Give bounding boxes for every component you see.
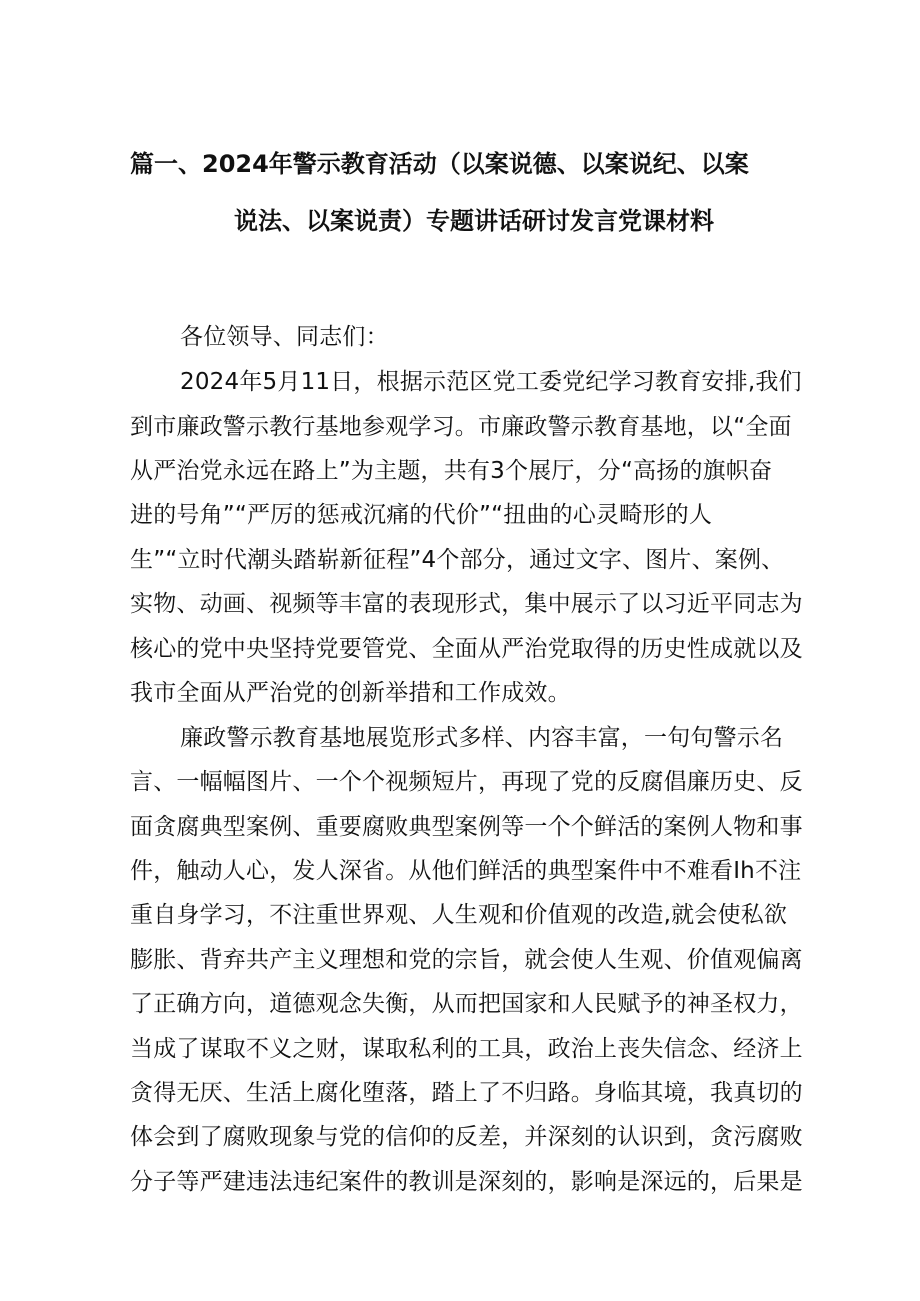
paragraph-1-line: 2024年5月11日，根据示范区党工委党纪学习教育安排,我们 [180, 369, 802, 395]
paragraph-2-line: 分子等严建违法违纪案件的教训是深刻的，影响是深远的，后果是 [130, 1169, 803, 1195]
paragraph-2-line: 重自身学习，不注重世界观、人生观和价值观的改造,就会使私欲 [130, 902, 788, 928]
paragraph-1-line: 到市廉政警示教行基地参观学习。市廉政警示教育基地，以“全面 [130, 414, 792, 440]
paragraph-1-line: 从严治党永远在路上”为主题，共有3个展厅，分“高扬的旗帜奋 [130, 458, 773, 484]
paragraph-1-line: 实物、动画、视频等丰富的表现形式，集中展示了以习近平同志为 [130, 591, 803, 617]
paragraph-2-line: 面贪腐典型案例、重要腐败典型案例等一个个鲜活的案例人物和事 [130, 814, 803, 840]
paragraph-1-line: 我市全面从严治党的创新举措和工作成效。 [130, 680, 571, 706]
paragraph-2-line: 廉政警示教育基地展览形式多样、内容丰富，一句句警示名 [180, 725, 784, 751]
document-title-line-2: 说法、以案说责）专题讲话研讨发言党课材料 [234, 207, 714, 235]
paragraph-2-line: 膨胀、背弃共产主义理想和党的宗旨，就会使人生观、价值观偏离 [130, 947, 803, 973]
paragraph-2-line: 了正确方向，道德观念失衡，从而把国家和人民赋予的神圣权力， [130, 991, 803, 1017]
salutation: 各位领导、同志们： [180, 324, 389, 350]
paragraph-2-line: 体会到了腐败现象与党的信仰的反差，并深刻的认识到，贪污腐败 [130, 1124, 803, 1150]
paragraph-2-line: 言、一幅幅图片、一个个视频短片，再现了党的反腐倡廉历史、反 [130, 769, 803, 795]
paragraph-2-line: 贪得无厌、生活上腐化堕落，踏上了不归路。身临其境，我真切的 [130, 1080, 803, 1106]
paragraph-1-line: 生”“立时代潮头踏崭新征程”4个部分，通过文字、图片、案例、 [130, 547, 785, 573]
paragraph-1-line: 核心的党中央坚持党要管党、全面从严治党取得的历史性成就以及 [130, 636, 803, 662]
document-title-line-1: 篇一、2024年警示教育活动（以案说德、以案说纪、以案 [130, 150, 749, 178]
paragraph-2-line: 件，触动人心，发人深省。从他们鲜活的典型案件中不难看Ih不注 [130, 858, 802, 884]
paragraph-2-line: 当成了谋取不义之财，谋取私利的工具，政治上丧失信念、经济上 [130, 1036, 803, 1062]
paragraph-1-line: 进的号角”“严厉的惩戒沉痛的代价”“扭曲的心灵畸形的人 [130, 502, 713, 528]
